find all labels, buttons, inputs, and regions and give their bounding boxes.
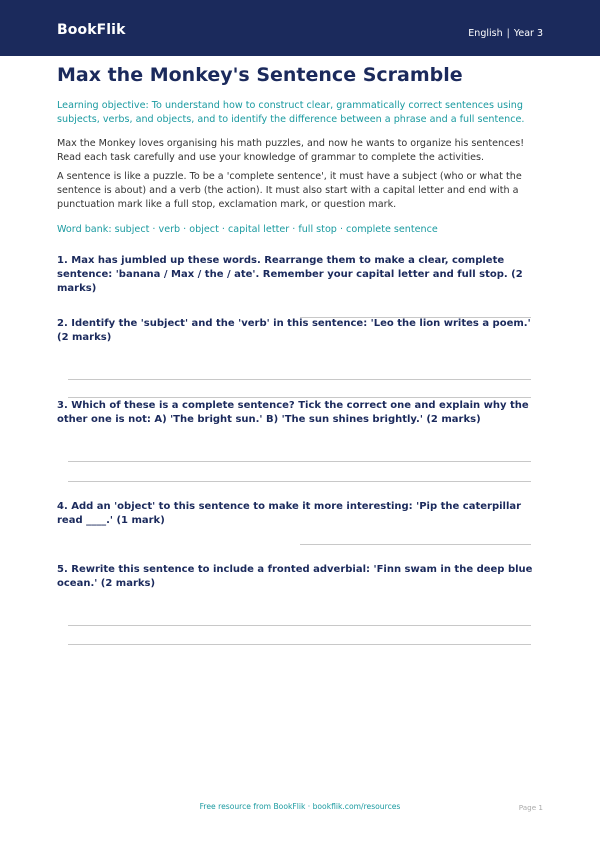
question-5: 5. Rewrite this sentence to include a fronted adverbial: 'Finn swam in the deep blue ocean.' (2 marks) <box>57 564 533 589</box>
learning-objective: Learning objective: To understand how to construct clear, grammatically correct sentences using subjects, verbs, and objects, and to identify the difference between a phrase and a full sentence. <box>57 100 525 125</box>
intro-paragraph-2: A sentence is like a puzzle. To be a 'complete sentence', it must have a subject (who or what the sentence is about) and a verb (the action). It must also start with a capital letter and end with a punctuation mark like a full stop, exclamation mark, or question mark. <box>57 171 522 210</box>
page-header <box>0 0 600 56</box>
footer-resource-link[interactable]: Free resource from BookFlik · bookflik.com/resources <box>199 802 401 811</box>
header-meta <box>468 28 543 39</box>
answer-line[interactable] <box>68 379 531 380</box>
header-separator: | <box>506 28 510 39</box>
answer-line[interactable] <box>300 544 531 545</box>
answer-line[interactable] <box>68 397 531 398</box>
year-label: Year 3 <box>513 28 543 39</box>
question-2: 2. Identify the 'subject' and the 'verb' in this sentence: 'Leo the lion writes a poem.' (2 marks) <box>57 318 531 343</box>
subject-label: English <box>468 28 503 39</box>
question-1: 1. Max has jumbled up these words. Rearrange them to make a clear, complete sentence: 'banana / Max / the / ate'. Remember your capital letter and full stop. (2 marks) <box>57 255 523 294</box>
answer-line[interactable] <box>68 481 531 482</box>
answer-line[interactable] <box>68 625 531 626</box>
answer-line[interactable] <box>68 461 531 462</box>
worksheet-title: Max the Monkey's Sentence Scramble <box>57 64 463 86</box>
brand-logo: BookFlik <box>57 22 126 38</box>
answer-line[interactable] <box>68 644 531 645</box>
question-4: 4. Add an 'object' to this sentence to make it more interesting: 'Pip the caterpillar read ____.' (1 mark) <box>57 501 522 526</box>
intro-paragraph-1: Max the Monkey loves organising his math puzzles, and now he wants to organize his sentences! Read each task carefully and use your knowledge of grammar to complete the activities. <box>57 138 525 163</box>
word-bank: Word bank: subject · verb · object · capital letter · full stop · complete sentence <box>57 224 438 235</box>
page-number: Page 1 <box>518 803 543 812</box>
question-3: 3. Which of these is a complete sentence? Tick the correct one and explain why the other one is not: A) 'The bright sun.' B) 'The sun shines brightly.' (2 marks) <box>57 400 529 425</box>
